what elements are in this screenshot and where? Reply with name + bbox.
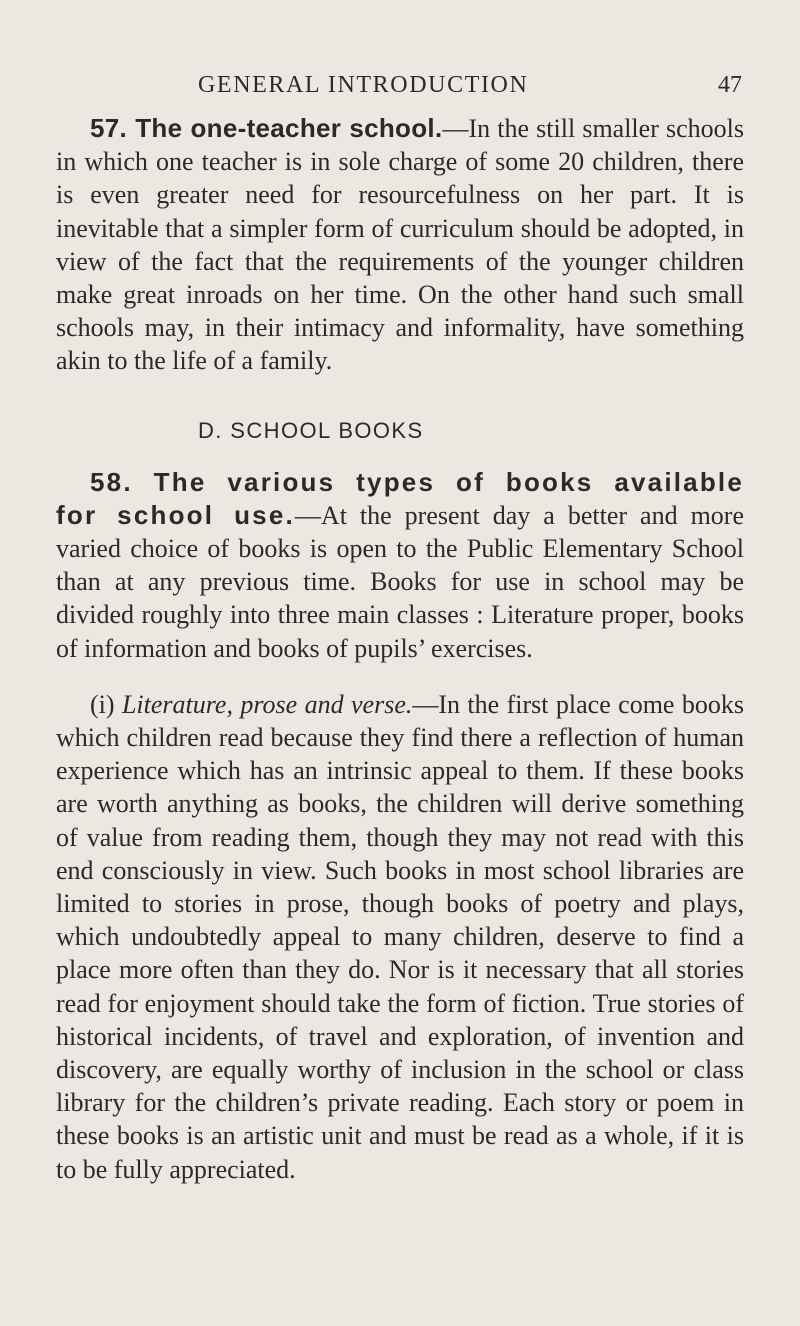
section-heading: D. SCHOOL BOOKS: [198, 417, 424, 443]
paragraph-57: [56, 112, 744, 378]
paragraph-57-heading: 57. The one-teacher school.: [90, 113, 443, 143]
paragraph-gap: [56, 665, 744, 688]
paragraph-literature-body: —In the first place come books which children read because they find there a reflection of human experience which has an intrinsic appeal to them. If these books are worth anything as books, the children will derive something of value from reading them, though they may not read with this end consciously in view. Such books in most school libraries are limited to stories in prose, though books of poetry and plays, which undoubtedly appeal to many children, deserve to find a place more often than they do. Nor is it necessary that all stories read for enjoyment should take the form of fiction. True stories of historical incidents, of travel and exploration, of invention and discovery, are equally worthy of inclusion in the school or class library for the children’s private reading. Each story or poem in these books is an artistic unit and must be read as a whole, if it is to be fully appreciated.: [56, 689, 744, 1184]
paragraph-58-body: —At the present day a better and more varied choice of books is open to the Public Elementary School than at any previous time. Books for use in school may be divided roughly into three main classes : Literature proper, books of information and books of pupils’ exercises.: [56, 500, 744, 663]
paragraph-literature: [56, 688, 744, 1186]
paragraph-58: [56, 466, 744, 665]
paragraph-57-body: —In the still smaller schools in which one teacher is in sole charge of some 20 children, there is even greater need for resourcefulness on her part. It is inevitable that a simpler form of curriculum should be adopted, in view of the fact that the requirements of the younger children make great inroads on her time. On the other hand such small schools may, in their intimacy and informality, have something akin to the life of a family.: [56, 114, 745, 376]
paragraph-literature-label: (i): [90, 689, 115, 719]
book-page: [56, 72, 744, 1186]
running-head: [56, 72, 744, 112]
page-number: 47: [718, 72, 742, 98]
paragraph-58-heading: 58. The various types of books available for school use.: [56, 466, 744, 530]
running-title: GENERAL INTRODUCTION: [198, 72, 529, 98]
paragraph-literature-heading: Literature, prose and verse.: [121, 689, 413, 719]
